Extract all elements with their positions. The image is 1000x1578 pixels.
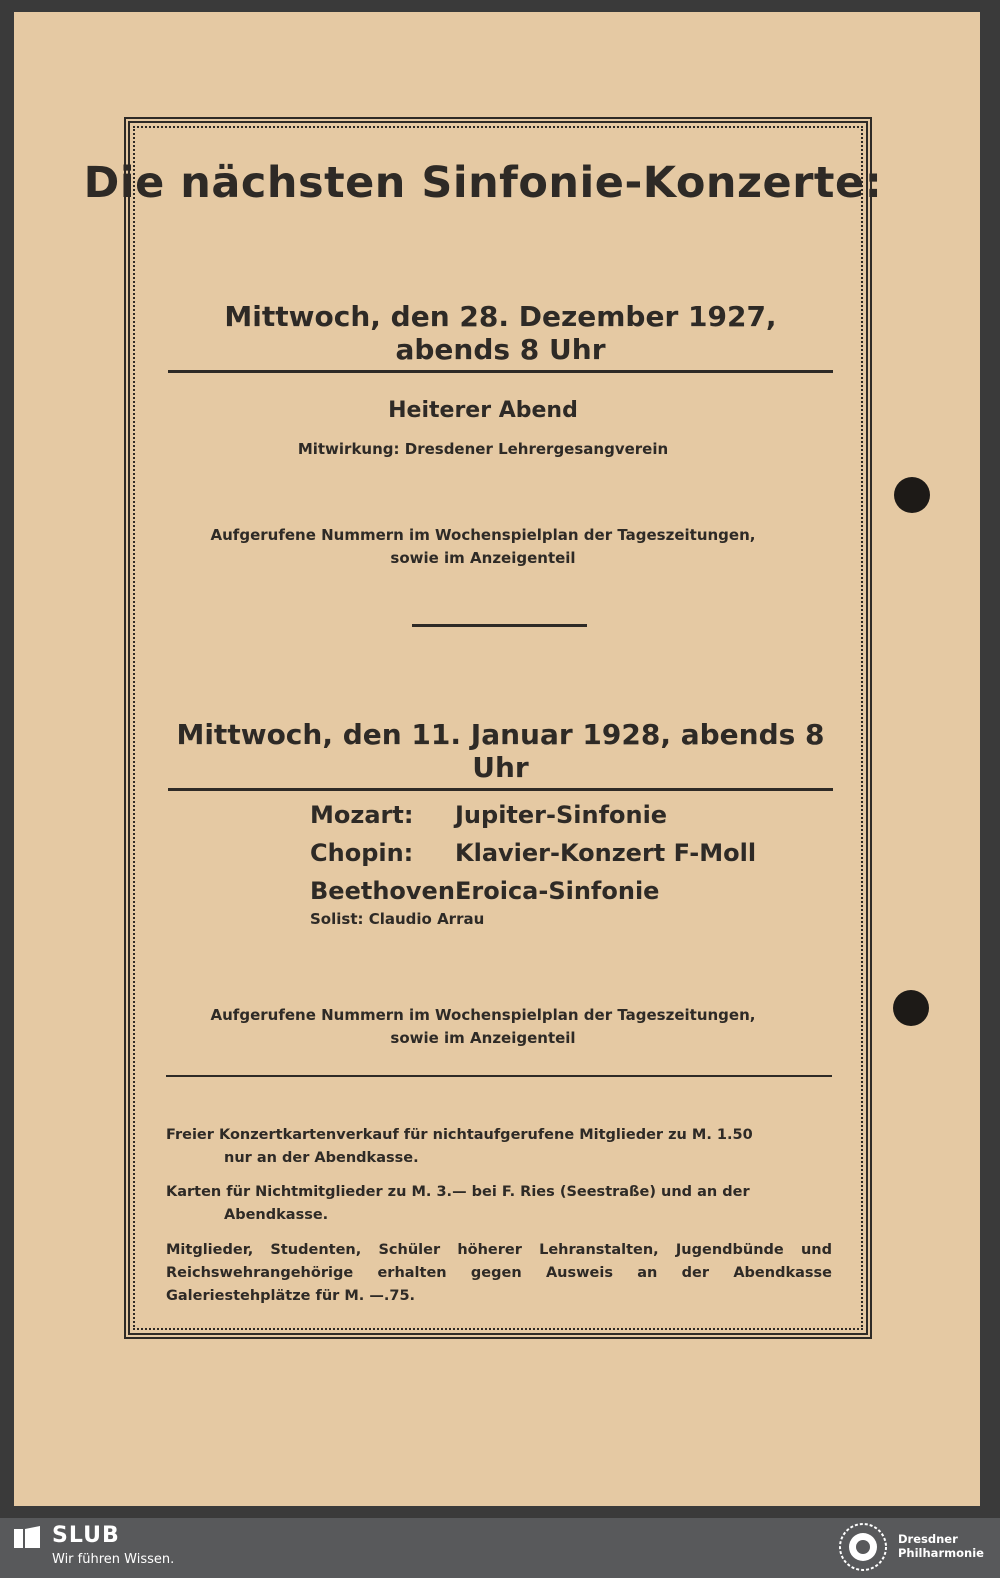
program-work: Jupiter-Sinfonie xyxy=(455,801,668,829)
concert2-soloist: Solist: Claudio Arrau xyxy=(310,910,485,928)
concert1-note-line1: Aufgerufene Nummern im Wochenspielplan der Tageszeitungen, xyxy=(210,526,756,544)
dresdner-philharmonie-name xyxy=(898,1532,984,1560)
concert1-note-line2: sowie im Anzeigenteil xyxy=(390,549,576,567)
program-composer: Mozart: xyxy=(310,801,414,829)
section-divider xyxy=(412,624,587,627)
ticket-note-2-line2: Abendkasse. xyxy=(224,1207,329,1223)
concert2-note-line2: sowie im Anzeigenteil xyxy=(390,1029,576,1047)
program-work: Klavier-Konzert F-Moll xyxy=(455,839,757,867)
concert1-title: Heiterer Abend xyxy=(388,398,578,423)
program-row xyxy=(310,834,756,872)
slub-tagline: Wir führen Wissen. xyxy=(52,1552,175,1567)
ticket-note-1 xyxy=(166,1124,832,1170)
program-row xyxy=(310,796,756,834)
program-work: Eroica-Sinfonie xyxy=(455,877,660,905)
concert2-program xyxy=(310,796,756,928)
ticket-note-2-line1: Karten für Nichtmitglieder zu M. 3.— bei F. Ries (Seestraße) und an der xyxy=(166,1184,750,1200)
punch-hole-top xyxy=(894,477,930,513)
dresdner-philharmonie-logo-icon[interactable] xyxy=(838,1522,888,1572)
concert2-date: Mittwoch, den 11. Januar 1928, abends 8 Uhr xyxy=(168,718,833,791)
footer-bar xyxy=(0,1518,1000,1578)
concert1-date: Mittwoch, den 28. Dezember 1927, abends 8 Uhr xyxy=(168,300,833,373)
ticket-note-3: Mitglieder, Studenten, Schüler höherer Lehranstalten, Jugendbünde und Reichswehrangehörige erhalten gegen Ausweis an der Abendkasse Galeriestehplätze für M. —.75. xyxy=(166,1242,832,1304)
concert2-note-line1: Aufgerufene Nummern im Wochenspielplan der Tageszeitungen, xyxy=(210,1006,756,1024)
ticket-note-1-line1: Freier Konzertkartenverkauf für nichtaufgerufene Mitglieder zu M. 1.50 xyxy=(166,1127,753,1143)
notes-divider xyxy=(166,1075,832,1077)
ticket-note-1-line2: nur an der Abendkasse. xyxy=(224,1150,419,1166)
page-title: Die nächsten Sinfonie-Konzerte: xyxy=(83,158,883,208)
program-composer: Chopin: xyxy=(310,839,414,867)
slub-name[interactable]: SLUB xyxy=(52,1523,120,1548)
dp-name-line2: Philharmonie xyxy=(898,1546,984,1560)
dp-name-line1: Dresdner xyxy=(898,1532,958,1546)
slub-logo-icon[interactable] xyxy=(14,1526,40,1548)
ticket-note-2 xyxy=(166,1181,832,1227)
program-composer: Beethoven: xyxy=(310,877,465,905)
concert1-subtitle: Mitwirkung: Dresdener Lehrergesangverein xyxy=(297,440,669,458)
program-row xyxy=(310,872,756,910)
